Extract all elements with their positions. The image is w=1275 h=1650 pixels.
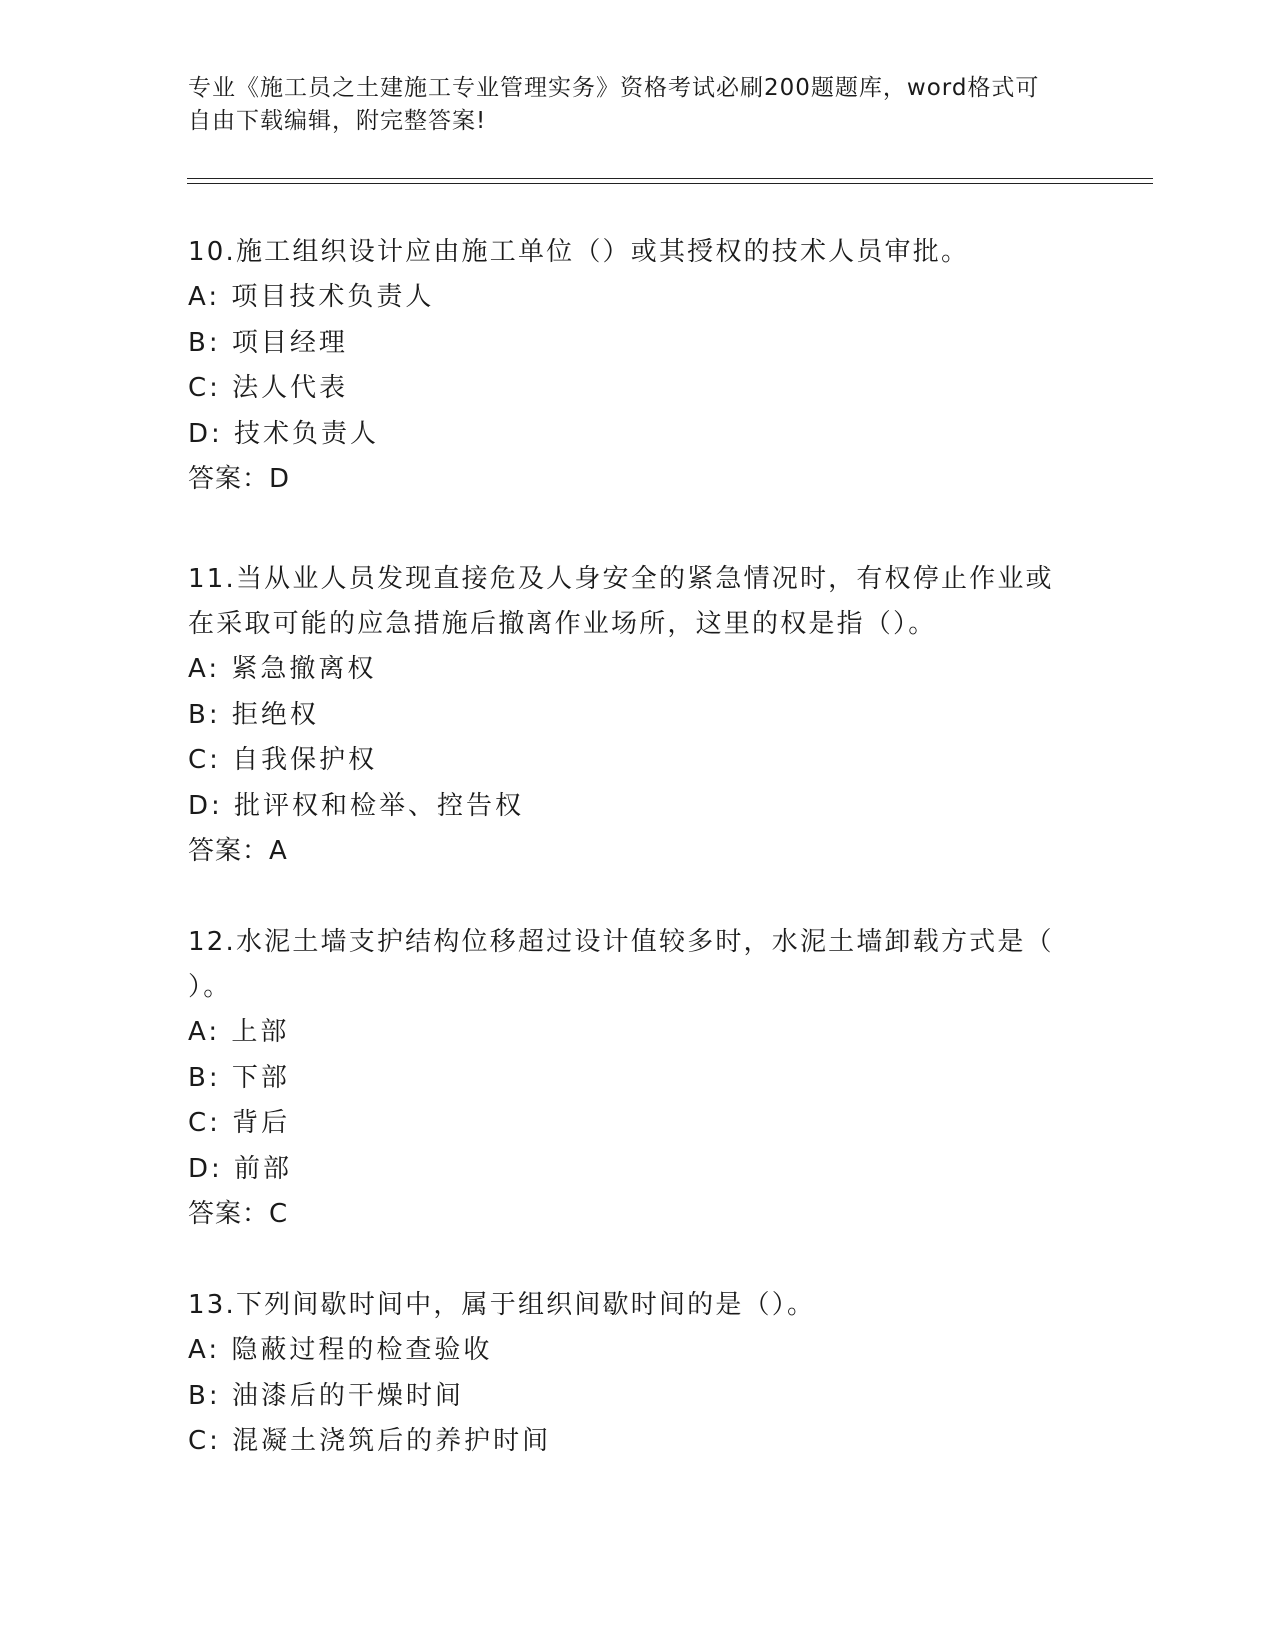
option-c: C: 自我保护权 <box>188 745 378 775</box>
option-d: D: 批评权和检举、控告权 <box>188 790 525 821</box>
option-a: A: 上部 <box>188 1017 290 1047</box>
option-b: B: 拒绝权 <box>188 699 319 730</box>
document-header <box>188 72 1088 138</box>
option-c: C: 混凝土浇筑后的养护时间 <box>188 1426 552 1456</box>
question-stem: 13.下列间歇时间中，属于组织间歇时间的是（）。 <box>188 1290 816 1320</box>
answer: 答案：C <box>188 1199 289 1229</box>
option-a: A: 隐蔽过程的检查验收 <box>188 1335 493 1365</box>
question-stem-line-1: 11.当从业人员发现直接危及人身安全的紧急情况时，有权停止作业或 <box>188 564 1054 594</box>
question-12 <box>188 920 1088 1237</box>
answer: 答案：A <box>188 836 288 866</box>
question-10 <box>188 230 1088 502</box>
header-line-2: 自由下载编辑，附完整答案! <box>188 108 487 134</box>
question-stem-line-2: 在采取可能的应急措施后撤离作业场所，这里的权是指（）。 <box>188 609 937 639</box>
option-b: B: 油漆后的干燥时间 <box>188 1380 464 1411</box>
option-c: C: 背后 <box>188 1108 291 1138</box>
option-d: D: 前部 <box>188 1153 293 1184</box>
question-stem-line-2: ）。 <box>188 972 232 1002</box>
option-b: B: 项目经理 <box>188 327 348 358</box>
question-stem: 10.施工组织设计应由施工单位（）或其授权的技术人员审批。 <box>188 237 970 267</box>
question-13 <box>188 1283 1088 1465</box>
option-d: D: 技术负责人 <box>188 418 380 449</box>
question-stem-line-1: 12.水泥土墙支护结构位移超过设计值较多时，水泥土墙卸载方式是（ <box>188 927 1054 957</box>
option-b: B: 下部 <box>188 1062 290 1093</box>
option-a: A: 紧急撤离权 <box>188 654 377 684</box>
option-c: C: 法人代表 <box>188 373 349 403</box>
option-a: A: 项目技术负责人 <box>188 282 435 312</box>
header-divider-bottom <box>187 183 1153 184</box>
header-divider-top <box>187 178 1153 179</box>
question-11 <box>188 557 1088 874</box>
header-line-1: 专业《施工员之土建施工专业管理实务》资格考试必刷200题题库，word格式可 <box>188 75 1040 101</box>
answer: 答案：D <box>188 464 291 494</box>
